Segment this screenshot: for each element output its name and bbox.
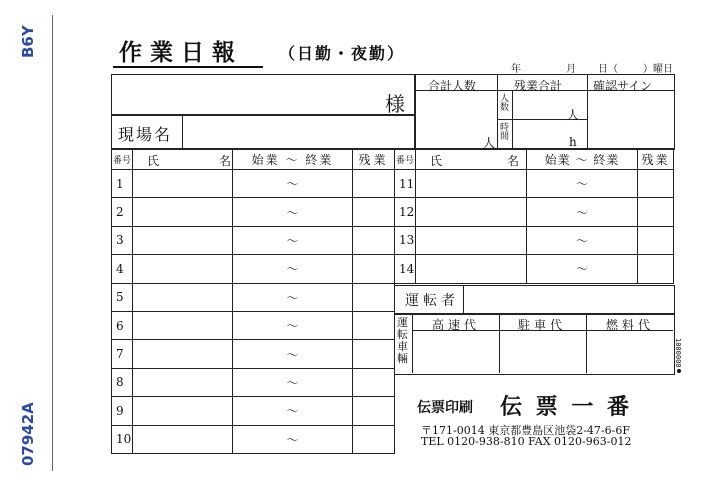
- margin-line: [52, 15, 53, 471]
- left-row-5: [112, 283, 395, 311]
- overtime-cell[interactable]: [353, 170, 395, 198]
- time-cell[interactable]: 〜: [233, 170, 353, 198]
- name-cell[interactable]: [133, 397, 233, 425]
- col-name-1: 氏: [147, 154, 160, 168]
- left-row-9: [112, 397, 395, 425]
- right-row-12: [395, 198, 674, 226]
- hour-unit: h: [569, 135, 577, 149]
- row-number: 1: [112, 170, 133, 198]
- overtime-cell[interactable]: [353, 340, 395, 368]
- title-underline: [113, 66, 263, 68]
- company-address: 〒171-0014 東京都豊島区池袋2-47-6-6F: [421, 424, 630, 437]
- time-cell[interactable]: 〜: [233, 397, 353, 425]
- side-code-bottom: 07942A: [19, 402, 37, 466]
- time-cell[interactable]: 〜: [233, 226, 353, 254]
- col-time-header-right: 始業 〜 終業: [527, 149, 638, 170]
- vehicle-vertical-label: 運転車輛: [397, 316, 408, 365]
- time-cell[interactable]: 〜: [527, 255, 638, 283]
- time-cell[interactable]: 〜: [233, 283, 353, 311]
- row-number: 5: [112, 283, 133, 311]
- date-month: 月: [566, 64, 576, 75]
- left-row-2: [112, 198, 395, 226]
- row-number: 14: [395, 255, 416, 283]
- right-table: [394, 148, 674, 284]
- col-name-2-right: 名: [507, 154, 520, 168]
- col-time-header: 始業 〜 終業: [233, 149, 353, 170]
- overtime-cell[interactable]: [638, 226, 674, 254]
- left-row-3: [112, 226, 395, 254]
- overtime-cell[interactable]: [353, 283, 395, 311]
- row-number: 6: [112, 311, 133, 339]
- side-code-top: B6Y: [19, 25, 37, 58]
- left-row-6: [112, 311, 395, 339]
- row-number: 8: [112, 368, 133, 396]
- overtime-cell[interactable]: [353, 425, 395, 453]
- name-cell[interactable]: [416, 226, 527, 254]
- date-year: 年: [511, 64, 521, 75]
- name-cell[interactable]: [133, 226, 233, 254]
- name-cell[interactable]: [416, 198, 527, 226]
- col-no-header: 番号: [112, 149, 133, 170]
- overtime-cell[interactable]: [353, 255, 395, 283]
- time-cell[interactable]: 〜: [527, 170, 638, 198]
- time-cell[interactable]: 〜: [233, 198, 353, 226]
- left-row-4: [112, 255, 395, 283]
- col-name-header-right: [416, 149, 527, 170]
- row-number: 11: [395, 170, 416, 198]
- row-number: 9: [112, 397, 133, 425]
- name-cell[interactable]: [133, 198, 233, 226]
- overtime-cell[interactable]: [638, 170, 674, 198]
- right-row-11: [395, 170, 674, 198]
- overtime-cell[interactable]: [353, 198, 395, 226]
- time-cell[interactable]: 〜: [233, 311, 353, 339]
- highway-label: 高速代: [432, 318, 481, 332]
- col-overtime-header: 残業: [353, 149, 395, 170]
- left-row-1: [112, 170, 395, 198]
- serial-dot: [677, 369, 681, 373]
- overtime-cell[interactable]: [638, 255, 674, 283]
- hours-label: 時間: [500, 123, 510, 142]
- serial-number: 1000000: [674, 338, 682, 368]
- name-cell[interactable]: [133, 255, 233, 283]
- row-number: 7: [112, 340, 133, 368]
- overtime-cell[interactable]: [353, 397, 395, 425]
- form-title: 作業日報: [119, 39, 243, 66]
- time-cell[interactable]: 〜: [233, 255, 353, 283]
- row-number: 10: [112, 425, 133, 453]
- row-number: 3: [112, 226, 133, 254]
- person-unit: 人: [567, 108, 580, 122]
- name-cell[interactable]: [416, 170, 527, 198]
- row-number: 12: [395, 198, 416, 226]
- brand-large: 伝 票 一 番: [500, 394, 632, 420]
- left-row-8: [112, 368, 395, 396]
- left-row-7: [112, 340, 395, 368]
- name-cell[interactable]: [133, 283, 233, 311]
- name-cell[interactable]: [133, 340, 233, 368]
- customer-box[interactable]: [111, 74, 416, 116]
- time-cell[interactable]: 〜: [233, 340, 353, 368]
- date-day: 日（: [598, 64, 618, 75]
- left-table: [111, 148, 395, 454]
- time-cell[interactable]: 〜: [233, 425, 353, 453]
- left-row-10: [112, 425, 395, 453]
- overtime-cell[interactable]: [353, 311, 395, 339]
- form-subtitle: （日勤・夜勤）: [279, 44, 406, 63]
- name-cell[interactable]: [133, 425, 233, 453]
- time-cell[interactable]: 〜: [233, 368, 353, 396]
- name-cell[interactable]: [133, 311, 233, 339]
- overtime-cell[interactable]: [638, 198, 674, 226]
- driver-label: 運転者: [405, 293, 459, 309]
- overtime-total-label: 残業合計: [514, 79, 563, 93]
- total-people-label: 合計人数: [428, 79, 477, 93]
- people-count-label: 人数: [500, 94, 510, 113]
- col-name-2: 名: [219, 154, 232, 168]
- name-cell[interactable]: [133, 368, 233, 396]
- name-cell[interactable]: [416, 255, 527, 283]
- time-cell[interactable]: 〜: [527, 226, 638, 254]
- col-overtime-header-right: 残業: [638, 149, 674, 170]
- total-person-unit: 人: [483, 136, 496, 150]
- brand-small: 伝票印刷: [417, 400, 473, 416]
- date-weekday: ）曜日: [643, 64, 673, 75]
- company-phone: TEL 0120-938-810 FAX 0120-963-012: [421, 435, 632, 448]
- confirm-sign-label: 確認サイン: [593, 79, 653, 93]
- col-name-1-right: 氏: [430, 154, 443, 168]
- fuel-label: 燃料代: [606, 318, 655, 332]
- row-number: 4: [112, 255, 133, 283]
- site-label: 現場名: [118, 125, 173, 144]
- parking-label: 駐車代: [518, 318, 567, 332]
- col-no-header-right: 番号: [395, 149, 416, 170]
- row-number: 2: [112, 198, 133, 226]
- row-number: 13: [395, 226, 416, 254]
- sama-label: 様: [385, 92, 405, 116]
- right-row-14: [395, 255, 674, 283]
- overtime-cell[interactable]: [353, 226, 395, 254]
- overtime-cell[interactable]: [353, 368, 395, 396]
- name-cell[interactable]: [133, 170, 233, 198]
- col-name-header: [133, 149, 233, 170]
- time-cell[interactable]: 〜: [527, 198, 638, 226]
- right-row-13: [395, 226, 674, 254]
